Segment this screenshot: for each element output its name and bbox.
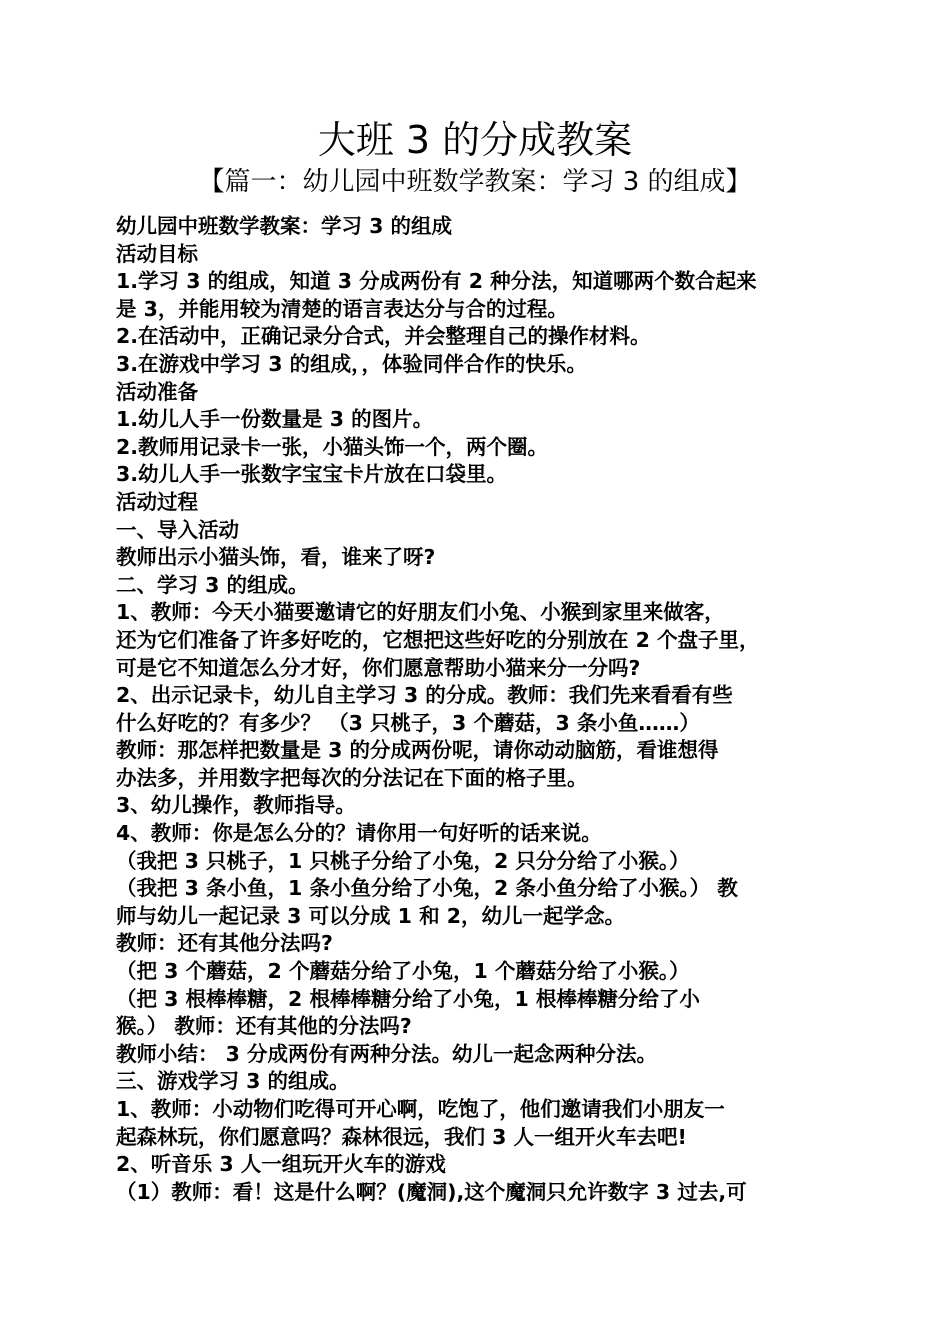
body-line: 什么好吃的？有多少？ （3 只桃子，3 个蘑菇，3 条小鱼……） bbox=[116, 710, 700, 735]
body-line: 活动过程 bbox=[116, 489, 198, 514]
body-line: 一、导入活动 bbox=[116, 517, 239, 542]
body-line: （我把 3 条小鱼，1 条小鱼分给了小兔，2 条小鱼分给了小猴。） 教 bbox=[116, 876, 738, 901]
body-line: 1.学习 3 的组成，知道 3 分成两份有 2 种分法，知道哪两个数合起来 bbox=[116, 269, 757, 294]
body-line: 2.在活动中，正确记录分合式，并会整理自己的操作材料。 bbox=[116, 324, 651, 349]
body-line: 3.幼儿人手一张数字宝宝卡片放在口袋里。 bbox=[116, 462, 508, 487]
body-line: 2、出示记录卡，幼儿自主学习 3 的分成。教师：我们先来看看有些 bbox=[116, 683, 733, 708]
body-line: 教师：那怎样把数量是 3 的分成两份呢，请你动动脑筋，看谁想得 bbox=[116, 738, 719, 763]
body-line: （我把 3 只桃子，1 只桃子分给了小兔，2 只分分给了小猴。） bbox=[116, 848, 690, 873]
body-line: 教师出示小猫头饰，看，谁来了呀? bbox=[116, 545, 436, 570]
body-line: （把 3 根棒棒糖，2 根棒棒糖分给了小兔，1 根棒棒糖分给了小 bbox=[116, 986, 700, 1011]
body-line: 猴。） 教师：还有其他的分法吗? bbox=[116, 1014, 412, 1039]
document-title: 大班 3 的分成教案 bbox=[317, 118, 633, 162]
body-line: 1、教师：今天小猫要邀请它的好朋友们小兔、小猴到家里来做客， bbox=[116, 600, 725, 625]
body-line: 3、幼儿操作，教师指导。 bbox=[116, 793, 356, 818]
body-line: 是 3，并能用较为清楚的语言表达分与合的过程。 bbox=[116, 296, 568, 321]
body-line: 1、教师：小动物们吃得可开心啊，吃饱了，他们邀请我们小朋友一 bbox=[116, 1097, 725, 1121]
body-line: 活动目标 bbox=[116, 241, 198, 266]
document-subtitle: 【篇一：幼儿园中班数学教案：学习 3 的组成】 bbox=[198, 167, 752, 197]
body-line: （把 3 个蘑菇，2 个蘑菇分给了小兔，1 个蘑菇分给了小猴。） bbox=[116, 959, 690, 984]
body-line: 办法多，并用数字把每次的分法记在下面的格子里。 bbox=[116, 765, 588, 790]
body-line: 二、学习 3 的组成。 bbox=[116, 572, 309, 597]
document-body bbox=[116, 213, 840, 1206]
body-line: 可是它不知道怎么分才好，你们愿意帮助小猫来分一分吗? bbox=[116, 655, 641, 680]
body-line: 教师：还有其他分法吗? bbox=[116, 931, 333, 956]
body-line: 4、教师：你是怎么分的？请你用一句好听的话来说。 bbox=[116, 821, 602, 846]
body-line: 1.幼儿人手一份数量是 3 的图片。 bbox=[116, 407, 434, 432]
body-line: 起森林玩，你们愿意吗？森林很远，我们 3 人一组开火车去吧! bbox=[116, 1124, 687, 1149]
body-line: 师与幼儿一起记录 3 可以分成 1 和 2，幼儿一起学念。 bbox=[116, 903, 625, 928]
body-line: 2、听音乐 3 人一组玩开火车的游戏 bbox=[116, 1152, 446, 1177]
body-line: 教师小结： 3 分成两份有两种分法。幼儿一起念两种分法。 bbox=[116, 1041, 658, 1066]
body-line: 3.在游戏中学习 3 的组成，，体验同伴合作的快乐。 bbox=[116, 351, 587, 376]
body-line: 幼儿园中班数学教案：学习 3 的组成 bbox=[116, 214, 453, 238]
body-line: 活动准备 bbox=[116, 379, 198, 404]
body-line: 2.教师用记录卡一张，小猫头饰一个，两个圈。 bbox=[116, 434, 549, 459]
body-line: 还为它们准备了许多好吃的，它想把这些好吃的分别放在 2 个盘子里， bbox=[116, 627, 760, 652]
body-line: 三、游戏学习 3 的组成。 bbox=[116, 1069, 350, 1094]
body-line: （1）教师：看！这是什么啊？(魔洞),这个魔洞只允许数字 3 过去,可 bbox=[116, 1179, 747, 1204]
